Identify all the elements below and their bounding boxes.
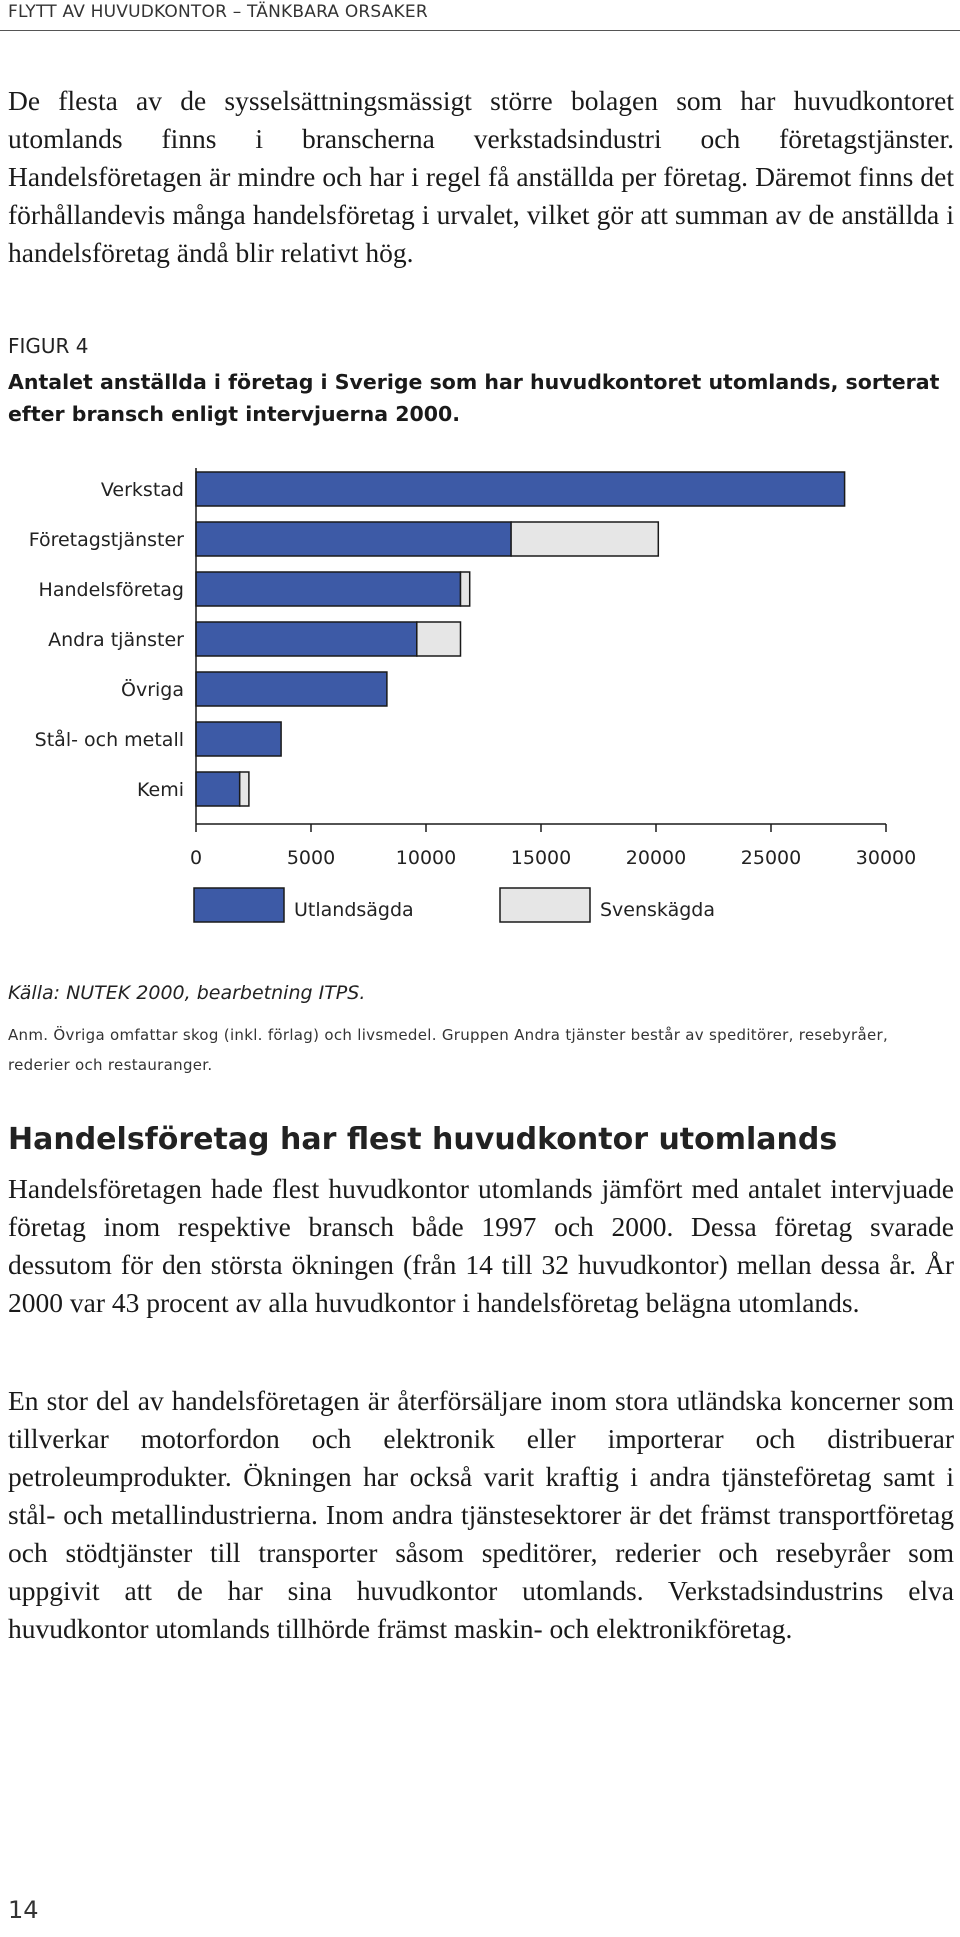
bar-svenskagda-3 [417, 622, 461, 656]
intro-paragraph: De flesta av de sysselsättningsmässigt större bolagen som har huvudkontoret utomlands finns i branscherna verkstadsindustri och företagstjänster. Handelsföretagen är mindre och har i regel få anställda per företag. Däremot finns det förhållandevis många handelsföretag i urvalet, vilket gör att summan av de anställda i handelsföretag ändå blir relativt hög. [8, 85, 954, 268]
bar-svenskagda-1 [511, 522, 658, 556]
bar-utlandsagda-3 [196, 622, 417, 656]
x-tick-label-5: 25000 [740, 847, 802, 869]
bar-utlandsagda-6 [196, 772, 240, 806]
legend-label-0: Utlandsägda [294, 899, 414, 921]
legend-label-1: Svenskägda [600, 899, 716, 921]
chart-legend [194, 888, 715, 922]
figure-source: Källa: NUTEK 2000, bearbetning ITPS. [8, 982, 366, 1004]
bar-utlandsagda-1 [196, 522, 511, 556]
x-tick-label-6: 30000 [855, 847, 917, 869]
header-rule [0, 30, 960, 31]
bar-chart [0, 460, 960, 960]
figure-label: FIGUR 4 [8, 334, 89, 358]
bar-utlandsagda-5 [196, 722, 281, 756]
x-tick-label-1: 5000 [286, 847, 336, 869]
x-tick-label-2: 10000 [395, 847, 457, 869]
category-label-2: Handelsföretag [38, 579, 184, 601]
figure-title: Antalet anställda i företag i Sverige som har huvudkontoret utomlands, sorterat efter bransch enligt intervjuerna 2000. [8, 370, 940, 426]
page-number: 14 [8, 1896, 39, 1924]
bar-utlandsagda-0 [196, 472, 845, 506]
bar-svenskagda-6 [240, 772, 249, 806]
x-tick-label-0: 0 [189, 847, 203, 869]
body-paragraph-2: En stor del av handelsföretagen är återförsäljare inom stora utländska koncerner som tillverkar motorfordon och elektronik eller importerar och distribuerar petroleumprodukter. Ökningen har också varit kraftig i andra tjänsteföretag samt i stål- och metallindustrierna. Inom andra tjänstesektorer är det främst transportföretag och stödtjänster till transporter såsom speditörer, rederier och resebyråer som uppgivit att de har sina huvudkontor utomlands. Verkstadsindustrins elva huvudkontor utomlands tillhörde främst maskin- och elektronikföretag. [8, 1385, 954, 1644]
category-label-4: Övriga [121, 679, 184, 701]
category-label-3: Andra tjänster [48, 629, 184, 651]
bar-utlandsagda-4 [196, 672, 387, 706]
category-labels [29, 479, 184, 801]
legend-swatch-1 [500, 888, 590, 922]
x-tick-label-3: 15000 [510, 847, 572, 869]
category-label-1: Företagstjänster [28, 529, 184, 551]
category-label-0: Verkstad [100, 479, 184, 501]
figure-note: Anm. Övriga omfattar skog (inkl. förlag) och livsmedel. Gruppen Andra tjänster består av speditörer, resebyråer, rederier och restauranger. [8, 1026, 889, 1074]
x-tick-label-4: 20000 [625, 847, 687, 869]
section-heading: Handelsföretag har flest huvudkontor utomlands [8, 1122, 838, 1157]
category-label-5: Stål- och metall [34, 729, 184, 751]
bar-svenskagda-2 [461, 572, 470, 606]
running-header: FLYTT AV HUVUDKONTOR – TÄNKBARA ORSAKER [8, 2, 428, 22]
bar-utlandsagda-2 [196, 572, 461, 606]
legend-swatch-0 [194, 888, 284, 922]
chart-bars [196, 472, 845, 806]
category-label-6: Kemi [137, 779, 184, 801]
body-paragraph-1: Handelsföretagen hade flest huvudkontor utomlands jämfört med antalet intervjuade företag inom respektive bransch både 1997 och 2000. Dessa företag svarade dessutom för den största ökningen (från 14 till 32 huvudkontor) mellan dessa år. År 2000 var 43 procent av alla huvudkontor i handelsföretag belägna utomlands. [8, 1173, 954, 1318]
